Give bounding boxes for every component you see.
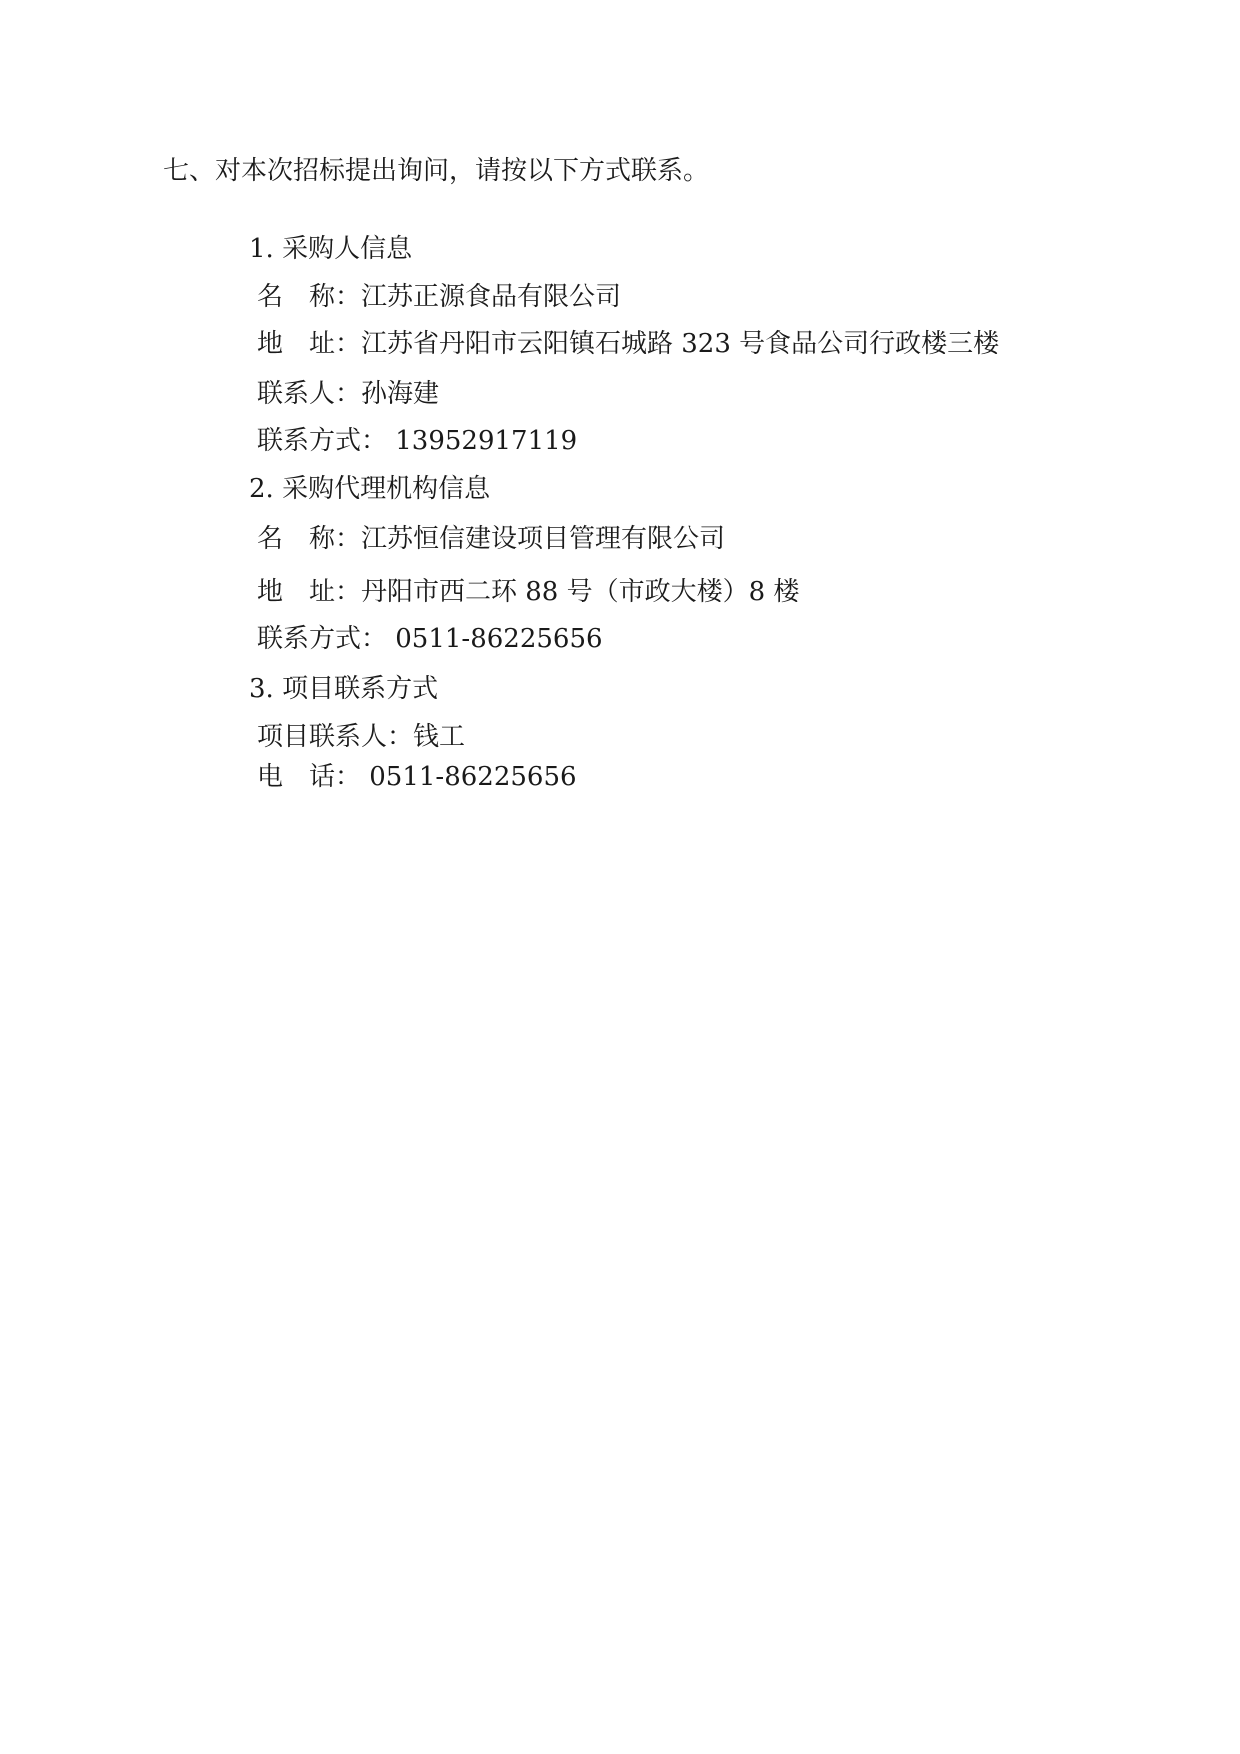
project-contact-person-line: 项目联系人：钱工 [257,722,466,752]
agency-phone-line: 联系方式： 0511-86225656 [257,624,603,654]
inquiry-heading: 七、对本次招标提出询问，请按以下方式联系。 [163,156,710,186]
purchaser-phone-line: 联系方式： 13952917119 [257,426,578,456]
project-phone-line: 电 话： 0511-86225656 [257,762,577,792]
purchaser-name-line: 名 称：江苏正源食品有限公司 [257,282,622,312]
purchaser-address-line: 地 址：江苏省丹阳市云阳镇石城路 323 号食品公司行政楼三楼 [257,329,1000,359]
agency-name-line: 名 称：江苏恒信建设项目管理有限公司 [257,524,726,554]
purchaser-info-title: 1. 采购人信息 [249,234,413,264]
agency-address-line: 地 址：丹阳市西二环 88 号（市政大楼）8 楼 [257,577,800,607]
purchaser-contact-person-line: 联系人：孙海建 [257,379,440,409]
agency-info-title: 2. 采购代理机构信息 [249,474,491,504]
project-contact-title: 3. 项目联系方式 [249,674,439,704]
